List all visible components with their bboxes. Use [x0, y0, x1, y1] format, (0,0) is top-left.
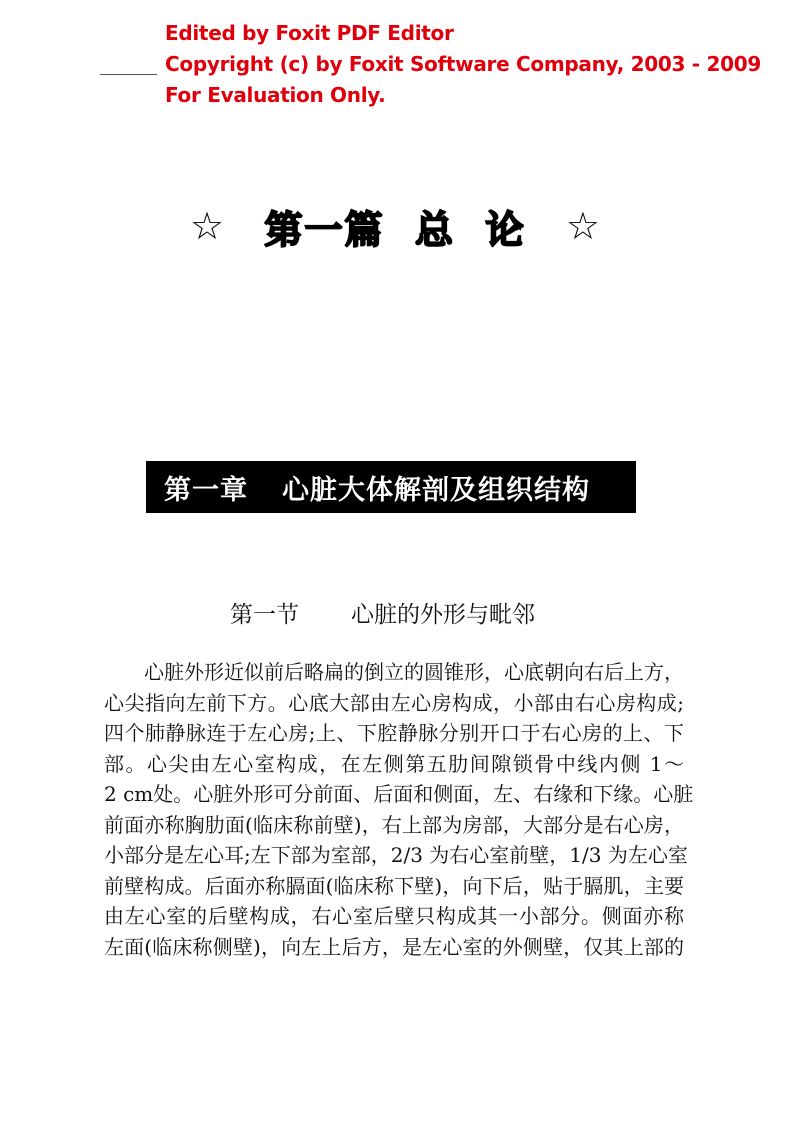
body-line: 心尖指向左前下方。心底大部由左心房构成，小部由右心房构成;	[104, 690, 684, 715]
part-title	[190, 200, 600, 252]
chapter-title: 心脏大体解剖及组织结构	[282, 474, 590, 506]
star-icon: ☆	[190, 204, 225, 248]
part-title-text: 第一篇 总 论	[264, 207, 526, 252]
body-line: 部。心尖由左心室构成，在左侧第五肋间隙锁骨中线内侧 1～	[104, 751, 684, 776]
body-line: 小部分是左心耳;左下部为室部，2/3 为右心室前壁，1/3 为左心室	[104, 843, 688, 867]
chapter-banner	[146, 461, 636, 513]
body-line: 左面(临床称侧壁)，向左上后方，是左心室的外侧壁，仅其上部的	[104, 934, 684, 959]
body-line: 2 cm处。心脏外形可分前面、后面和侧面，左、右缘和下缘。心脏	[104, 782, 694, 806]
divider	[100, 74, 157, 75]
section-number: 第一节	[230, 602, 299, 628]
section-heading	[230, 596, 535, 629]
body-line: 四个肺静脉连于左心房;上、下腔静脉分别开口于右心房的上、下	[104, 721, 684, 745]
body-line: 由左心室的后壁构成，右心室后壁只构成其一小部分。侧面亦称	[104, 904, 684, 928]
chapter-number: 第一章	[164, 474, 248, 506]
star-icon: ☆	[565, 204, 600, 248]
body-line: 前面亦称胸肋面(临床称前壁)，右上部为房部，大部分是右心房，	[104, 812, 684, 837]
section-title: 心脏的外形与毗邻	[351, 602, 535, 628]
watermark-line: For Evaluation Only.	[165, 83, 386, 107]
foxit-watermark	[165, 18, 761, 111]
watermark-line: Edited by Foxit PDF Editor	[165, 21, 454, 45]
watermark-line: Copyright (c) by Foxit Software Company, 2003 - 2009	[165, 52, 761, 76]
body-line: 心脏外形近似前后略扁的倒立的圆锥形，心底朝向右后上方，	[144, 660, 684, 684]
body-line: 前壁构成。后面亦称膈面(临床称下壁)，向下后，贴于膈肌，主要	[104, 873, 684, 898]
body-paragraph	[104, 657, 694, 962]
